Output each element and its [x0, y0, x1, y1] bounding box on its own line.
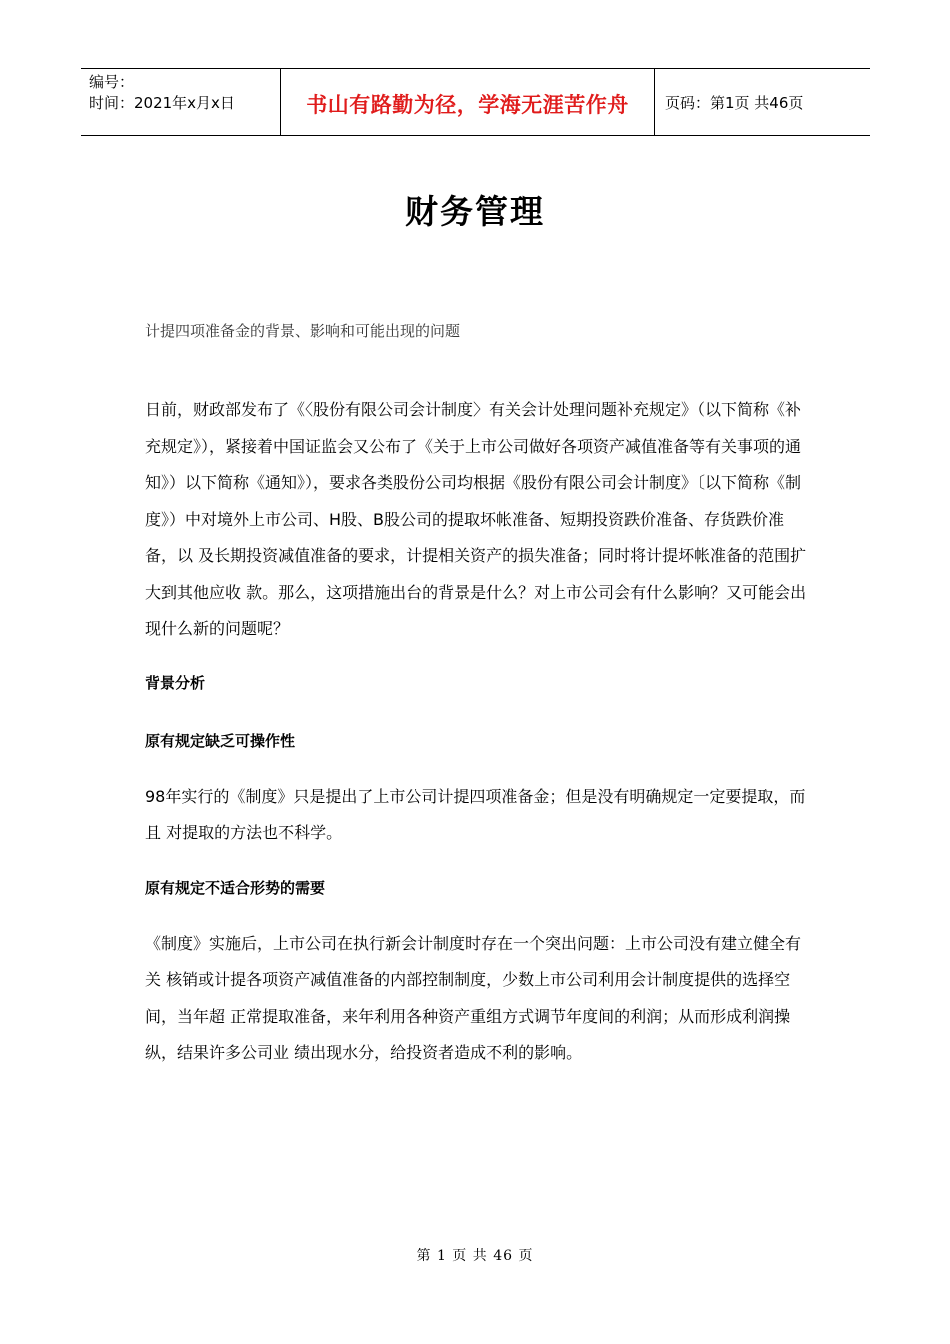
section-heading-2: 原有规定不适合形势的需要	[145, 878, 326, 897]
page-info: 页码：第1页 共46页	[665, 93, 804, 112]
section-heading-1: 原有规定缺乏可操作性	[145, 731, 296, 750]
subtitle: 计提四项准备金的背景、影响和可能出现的问题	[145, 322, 461, 340]
document-header	[81, 68, 870, 136]
paragraph-1: 98年实行的《制度》只是提出了上市公司计提四项准备金；但是没有明确规定一定要提取，而且 对提取的方法也不科学。	[145, 786, 806, 842]
page-title: 财务管理	[405, 192, 545, 231]
paragraph-2: 《制度》实施后，上市公司在执行新会计制度时存在一个突出问题：上市公司没有建立健全有关 核销或计提各项资产减值准备的内部控制制度，少数上市公司利用会计制度提供的选择空间，当年超 正常提取准备，来年利用各种资产重组方式调节年度间的利润；从而形成利润操纵，结果许多公司业 绩出现水分，给投资者造成不利的影响。	[145, 933, 802, 1062]
document-body	[145, 392, 810, 1072]
header-motto-cell	[281, 69, 655, 135]
page-footer: 第 1 页 共 46 页	[416, 1248, 534, 1264]
section-heading-background: 背景分析	[145, 673, 206, 692]
motto-text: 书山有路勤为径，学海无涯苦作舟	[306, 93, 629, 117]
header-page-cell	[655, 69, 870, 135]
number-label: 编号：	[89, 73, 135, 91]
header-meta-cell	[81, 69, 281, 135]
intro-paragraph: 日前，财政部发布了《〈股份有限公司会计制度〉有关会计处理问题补充规定》（以下简称《补 充规定》），紧接着中国证监会又公布了《关于上市公司做好各项资产减值准备等有关事项的通 知》）以下简称《通知》），要求各类股份公司均根据《股份有限公司会计制度》〔以下简称《制 度》）中对境外上市公司、H股、B股公司的提取坏帐准备、短期投资跌价准备、存货跌价准备，以 及长期投资减值准备的要求，计提相关资产的损失准备；同时将计提坏帐准备的范围扩大到其他应收 款。那么，这项措施出台的背景是什么？对上市公司会有什么影响？又可能会出现什么新的问题呢？	[145, 400, 807, 638]
time-label: 时间：2021年x月x日	[89, 94, 235, 112]
